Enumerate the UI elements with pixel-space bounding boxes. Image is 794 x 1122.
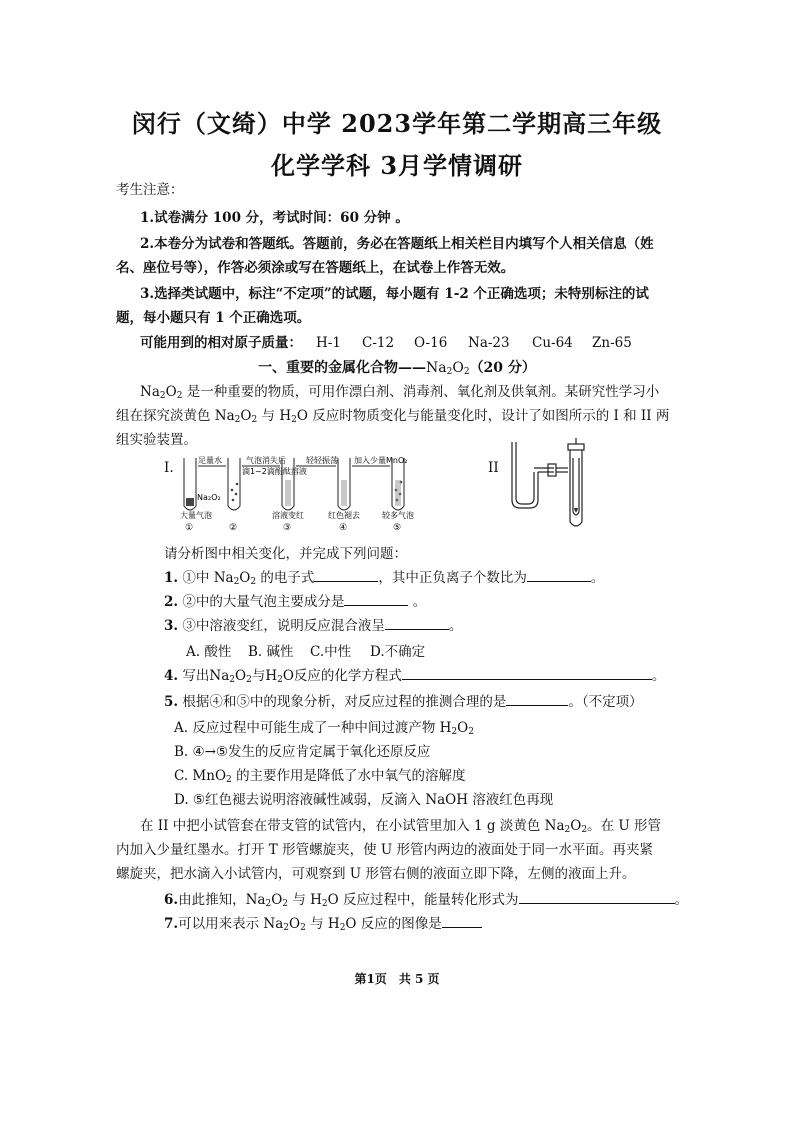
q5-option-d: D. ⑤红色褪去说明溶液碱性减弱，反滴入 NaOH 溶液红色再现 [174, 792, 554, 808]
answer-blank-q7[interactable] [442, 913, 482, 928]
answer-blank-q4[interactable] [402, 665, 652, 680]
q3-option-a: A. 酸性 [186, 644, 232, 660]
tube-num-1: ① [185, 523, 194, 532]
section1-title: 一、重要的金属化合物$——Na_2O_2(20$ 分） [258, 360, 536, 377]
intro-line-3: 组实验装置。 [116, 432, 197, 448]
question-7: 7.可以用来表示 $Na_2O_2$ 与 $H_2O$ 反应的图像是 [164, 912, 482, 940]
figure-I-label: I. [164, 460, 174, 476]
notice-item-1: 1.试卷满分 100 分，考试时间：60 分钟 。 [140, 210, 409, 226]
q5-option-c: C. MnO$_2$ 的主要作用是降低了水中氧气的溶解度 [174, 768, 466, 785]
tube-num-5: ⑤ [393, 523, 402, 532]
atomic-mass-label: 可能用到的相对原子质量： [140, 335, 302, 351]
atomic-mass-zn: Zn-65 [592, 335, 632, 351]
answer-blank-q1b[interactable] [527, 567, 591, 582]
q3-option-c: C.中性 [310, 644, 352, 660]
question-5: 5. 根据④和⑤中的现象分析，对反应过程的推测合理的是 。（不定项） [164, 690, 643, 714]
atomic-mass-line [140, 331, 302, 355]
tube-bottom-3: 红色褪去 [328, 511, 360, 520]
label-step-2-sub: 滴1~2滴酚酞溶液 [242, 467, 307, 476]
label-step-1: 足量水 [198, 456, 222, 465]
notice-item-3a: 3.选择类试题中，标注“不定项”的试题，每小题有 1-2 个正确选项；未特别标注的试 [140, 286, 649, 302]
notice-item-2a: 2.本卷分为试卷和答题纸。答题前，务必在答题纸上相关栏目内填写个人相关信息（姓 [140, 236, 654, 252]
intro-line-1: $Na_2O_2$ 是一种重要的物质，可用作漂白剂、消毒剂、氧化剂及供氧剂。某研究性学习小 [140, 384, 660, 401]
questions-lead: 请分析图中相关变化，并完成下列问题： [164, 546, 407, 562]
answer-blank-q1a[interactable] [314, 567, 378, 582]
tube-num-2: ② [229, 523, 238, 532]
label-step-4: 加入少量MnO₂ [354, 456, 408, 465]
tube-bottom-4: 较多气泡 [382, 511, 414, 520]
exam-title-line1: 闵行（文绮）中学 2023学年第二学期高三年级 [131, 109, 663, 138]
question-2: 2. ②中的大量气泡主要成分是 。 [164, 590, 426, 614]
exam-title-line2: 化学学科 3月学情调研 [270, 151, 524, 180]
q3-option-b: B. 碱性 [248, 644, 294, 660]
notice-item-2b: 名、座位号等），作答必须涂或写在答题纸上，在试卷上作答无效。 [116, 260, 515, 276]
atomic-mass-c: C-12 [362, 335, 395, 351]
tube-bottom-1: 大量气泡 [180, 511, 212, 520]
answer-blank-q5[interactable] [506, 691, 568, 706]
na2o2-tag: Na₂O₂ [197, 493, 221, 502]
question-4: 4. 写出$Na_2O_2$与$H_2O$反应的化学方程式 。 [164, 664, 665, 692]
label-step-3: 轻轻振荡 [306, 456, 338, 465]
atomic-mass-h: H-1 [316, 335, 341, 351]
tube-bottom-2: 溶液变红 [272, 511, 304, 520]
atomic-mass-na: Na-23 [468, 335, 510, 351]
page-footer: 第1页 共 5 页 [354, 972, 440, 986]
answer-blank-q2[interactable] [344, 591, 408, 606]
tube-num-3: ③ [283, 523, 292, 532]
q5-option-a: A. 反应过程中可能生成了一种中间过渡产物 $H_2O_2$ [174, 720, 474, 737]
label-step-2: 气泡消失后 [246, 456, 286, 465]
question-3: 3. ③中溶液变红，说明反应混合液呈 。 [164, 614, 462, 638]
figure-I-test-tubes [170, 454, 430, 532]
answer-blank-q6[interactable] [519, 889, 675, 904]
atomic-mass-o: O-16 [414, 335, 448, 351]
para2-line-3: 螺旋夹，把水滴入小试管内，可观察到 U 形管右侧的液面立即下降，左侧的液面上升。 [116, 866, 636, 882]
tube-num-4: ④ [339, 523, 348, 532]
para2-line-2: 内加入少量红墨水。打开 T 形管螺旋夹，使 U 形管内两边的液面处于同一水平面。再夹紧 [116, 842, 654, 858]
intro-line-2: 组在探究淡黄色 $Na_2O_2$ 与 $H_2O$ 反应时物质变化与能量变化时，设计了如图所示的 I 和 II 两 [116, 408, 670, 425]
para2-line-1: 在 II 中把小试管套在带支管的试管内，在小试管里加入 1 g 淡黄色 $Na_2O_2$。在 U 形管 [140, 818, 662, 835]
q3-option-d: D.不确定 [370, 644, 426, 660]
atomic-mass-cu: Cu-64 [532, 335, 573, 351]
notice-item-3b: 题，每小题只有 1 个正确选项。 [116, 310, 311, 326]
answer-blank-q3[interactable] [385, 615, 449, 630]
question-1: 1. ①中 $Na_2O_2$ 的电子式 ，其中正负离子个数比为 。 [164, 566, 604, 594]
figure-II-label: II [488, 460, 499, 476]
figure-II-apparatus [504, 438, 604, 534]
question-6: 6.由此推知，$Na_2O_2$ 与 $H_2O$ 反应过程中，能量转化形式为 。 [164, 888, 688, 916]
notice-heading: 考生注意： [116, 182, 184, 198]
q5-option-b: B. ④→⑤发生的反应肯定属于氧化还原反应 [174, 744, 431, 760]
